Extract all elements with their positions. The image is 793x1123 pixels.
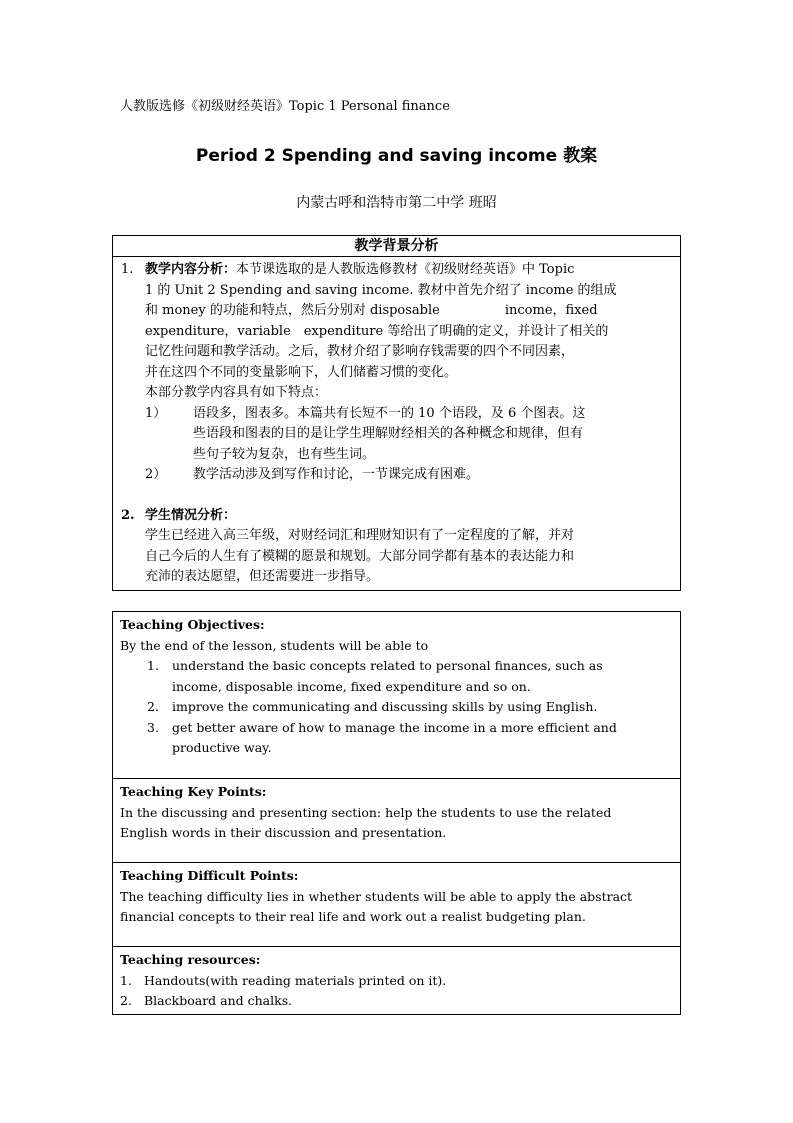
objective-item	[120, 656, 674, 697]
text-line: 语段多，图表多。本篇共有长短不一的 10 个语段，及 6 个图表。这	[193, 405, 586, 421]
text-line: 教学活动涉及到写作和讨论，一节课完成有困难。	[193, 467, 480, 482]
objective-number: 2.	[147, 699, 159, 714]
objective-number: 1.	[147, 658, 159, 673]
objectives-cell	[113, 612, 681, 779]
text-line: 些语段和图表的目的是让学生理解财经相关的各种概念和规律，但有	[193, 426, 584, 441]
background-content	[113, 257, 681, 591]
text-line: 学生已经进入高三年级，对财经词汇和理财知识有了一定程度的了解，并对	[145, 528, 575, 543]
background-heading: 教学背景分析	[113, 236, 681, 257]
student-analysis-label: 学生情况分析：	[145, 507, 237, 523]
resources-cell	[113, 947, 681, 1015]
content-analysis-item	[121, 260, 674, 383]
content-analysis-label: 教学内容分析：	[145, 262, 237, 277]
resource-text: Handouts(with reading materials printed on it).	[144, 972, 447, 988]
item-number: 2.	[121, 507, 135, 523]
text-line: improve the communicating and discussing skills by using English.	[172, 699, 598, 714]
key-points-cell	[113, 779, 681, 863]
text-line: 并在这四个不同的变量影响下，人们储蓄习惯的变化。	[145, 364, 458, 380]
resource-item	[120, 971, 674, 992]
text-line: 和 money 的功能和特点，然后分别对 disposable income，fixed	[145, 303, 598, 318]
text-line: 1 的 Unit 2 Spending and saving income. 教材中首先介绍了 income 的组成	[145, 282, 617, 298]
text-line: get better aware of how to manage the income in a more efficient and	[172, 719, 617, 735]
background-analysis-table	[112, 235, 681, 591]
resource-number: 1.	[120, 972, 132, 988]
item-number: 1.	[121, 262, 134, 277]
objective-item	[120, 718, 674, 759]
author-line: 内蒙古呼和浩特市第二中学 班昭	[296, 195, 497, 211]
text-line: English words in their discussion and presentation.	[120, 825, 447, 840]
resource-item	[120, 991, 674, 1012]
text-line: 充沛的表达愿望，但还需要进一步指导。	[145, 569, 380, 584]
difficult-points-cell	[113, 863, 681, 947]
key-points-heading: Teaching Key Points:	[120, 784, 267, 799]
objective-number: 3.	[147, 719, 159, 735]
text-line: The teaching difficulty lies in whether students will be able to apply the abstract	[120, 888, 633, 904]
difficult-points-heading: Teaching Difficult Points:	[120, 868, 299, 883]
course-header: 人教版选修《初级财经英语》Topic 1 Personal finance	[120, 99, 450, 114]
features-intro: 本部分教学内容具有如下特点：	[145, 385, 328, 400]
feature-number: 2）	[145, 467, 167, 482]
resource-text: Blackboard and chalks.	[144, 993, 293, 1008]
resources-heading: Teaching resources:	[120, 952, 261, 967]
text-line: financial concepts to their real life and work out a realist budgeting plan.	[120, 909, 586, 924]
objective-item	[120, 697, 674, 718]
text-line: 些句子较为复杂，也有些生词。	[193, 446, 376, 462]
document-title: Period 2 Spending and saving income 教案	[195, 146, 598, 166]
text-line: income, disposable income, fixed expenditure and so on.	[172, 678, 531, 694]
text-line: In the discussing and presenting section: help the students to use the related	[120, 804, 612, 820]
text-line: 自己今后的人生有了模糊的愿景和规划。大部分同学都有基本的表达能力和	[145, 548, 575, 564]
teaching-plan-table	[112, 611, 681, 1015]
text-line: understand the basic concepts related to personal finances, such as	[172, 658, 603, 673]
objectives-intro: By the end of the lesson, students will be able to	[120, 637, 429, 653]
feature-item	[121, 465, 674, 486]
resource-number: 2.	[120, 993, 132, 1008]
objectives-heading: Teaching Objectives:	[120, 617, 265, 632]
student-analysis-item	[121, 506, 674, 588]
feature-number: 1）	[145, 405, 167, 421]
text-line: 记忆性问题和教学活动。之后，教材介绍了影响存钱需要的四个不同因素，	[145, 344, 575, 359]
text-line: expenditure，variable expenditure 等给出了明确的定义，并设计了相关的	[145, 323, 609, 339]
feature-item	[121, 404, 674, 466]
text-line: productive way.	[172, 740, 272, 755]
text-line: 本节课选取的是人教版选修教材《初级财经英语》中 Topic	[236, 262, 575, 277]
